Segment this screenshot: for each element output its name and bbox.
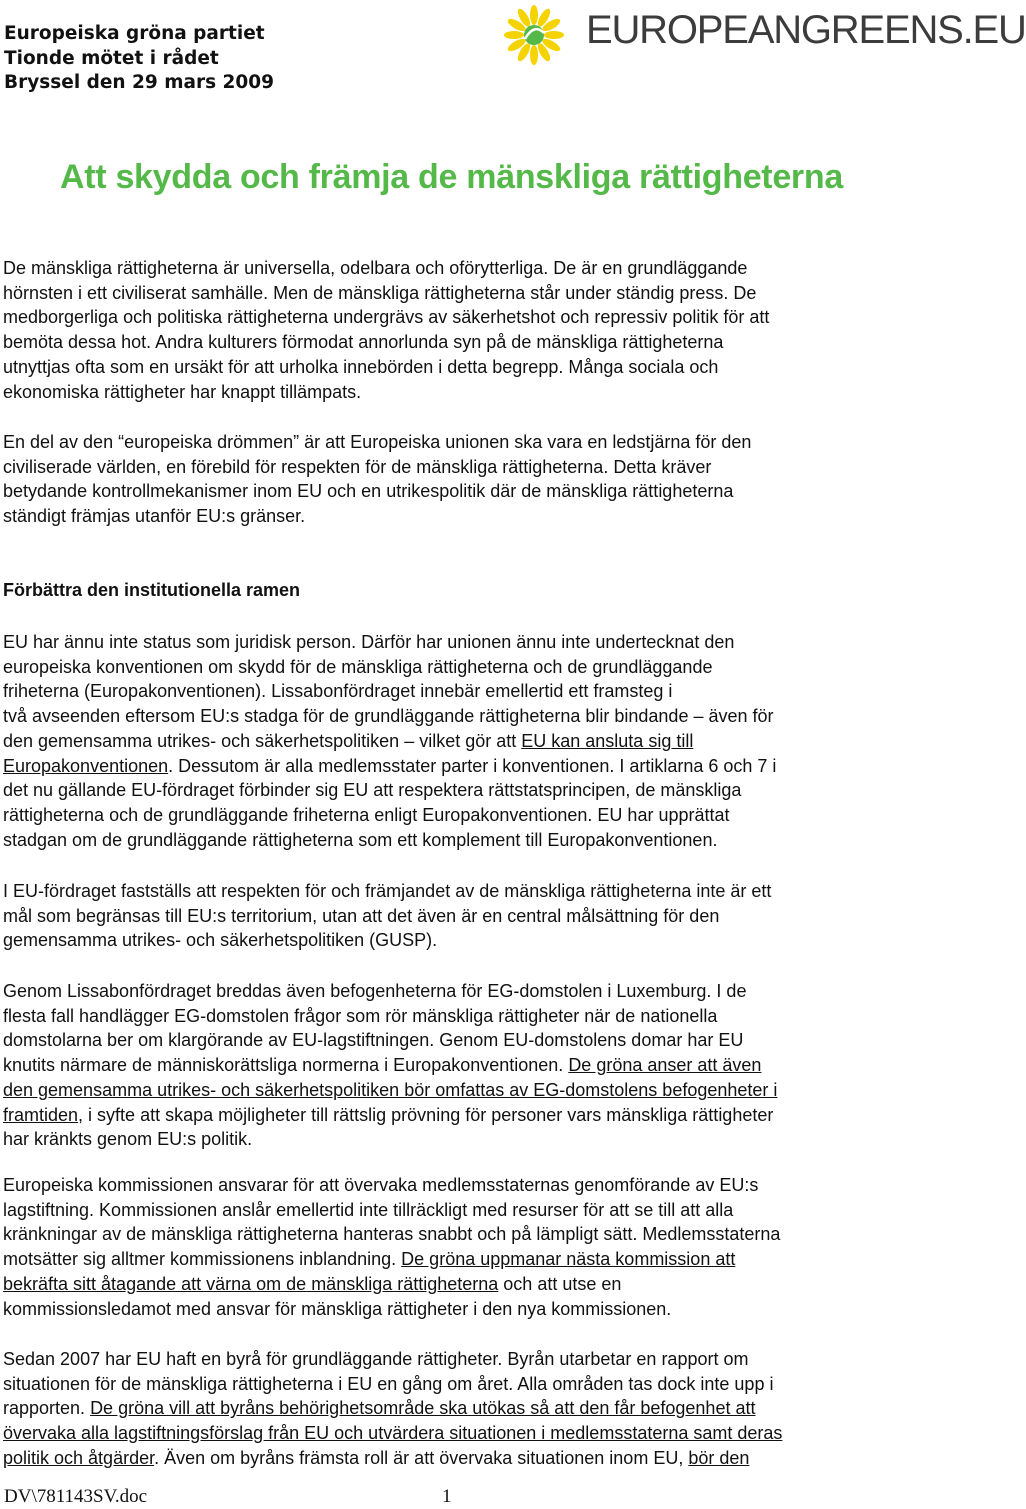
legal-line: rättigheterna och de grundläggande friheterna enligt Europakonventionen. EU har upprättat xyxy=(3,804,730,825)
intro-line: bemöta dessa hot. Andra kulturers förmodat annorlunda syn på de mänskliga rättigheterna xyxy=(3,332,724,353)
commission-line: kränkningar av de mänskliga rättigheterna hanteras snabbt och på lämpligt sätt. Medlemsstaterna xyxy=(3,1224,781,1245)
section-heading: Förbättra den institutionella ramen xyxy=(3,580,301,600)
dream-line: betydande kontrollmekanismer inom EU och en utrikespolitik där de mänskliga rättigheterna xyxy=(3,481,734,502)
intro-line: utnyttjas ofta som en ursäkt för att urholka innebörden i detta begrepp. Många sociala och xyxy=(3,356,719,377)
commission-line: kommissionsledamot med ansvar för mänskliga rättigheter i den nya kommissionen. xyxy=(3,1298,672,1319)
agency-line xyxy=(3,1421,953,1446)
agency-text: rapporten. xyxy=(3,1398,91,1419)
underlined-text: De gröna vill att byråns behörighetsområde ska utökas så att den får befogenhet att xyxy=(90,1398,756,1419)
court-paragraph xyxy=(3,979,953,1152)
commission-text: motsätter sig alltmer kommissionens inblandning. xyxy=(3,1249,402,1270)
sunflower-icon xyxy=(498,4,582,66)
european-greens-logo xyxy=(498,4,1026,66)
logo-wordmark: EUROPEANGREENS.EU xyxy=(586,8,1026,52)
treaty-paragraph xyxy=(3,879,953,953)
underlined-text: De gröna anser att även xyxy=(568,1055,762,1076)
court-line: Genom Lissabonfördraget breddas även befogenheterna för EG-domstolen i Luxemburg. I de xyxy=(3,981,747,1001)
underlined-text: framtiden xyxy=(3,1104,79,1125)
intro-line: De mänskliga rättigheterna är universella, odelbara och oförytterliga. De är en grundläggande xyxy=(3,258,748,278)
intro-paragraph xyxy=(3,256,953,404)
treaty-line: gemensamma utrikes- och säkerhetspolitiken (GUSP). xyxy=(3,930,438,951)
court-line xyxy=(3,1053,953,1078)
legal-line: EU har ännu inte status som juridisk person. Därför har unionen ännu inte undertecknat den xyxy=(3,632,735,652)
legal-line xyxy=(3,729,953,754)
meeting-name: Tionde mötet i rådet xyxy=(4,47,219,69)
commission-line xyxy=(3,1247,953,1272)
legal-line: stadgan om de grundläggande rättigheterna som ett komplement till Europakonventionen. xyxy=(3,829,718,850)
agency-line xyxy=(3,1446,953,1471)
legal-line: friheterna (Europakonventionen). Lissabonfördraget innebär emellertid ett framsteg i xyxy=(3,681,673,702)
legal-text: den gemensamma utrikes- och säkerhetspolitiken – vilket gör att xyxy=(3,730,522,751)
footer-doc-id: DV\781143SV.doc xyxy=(4,1486,148,1507)
underlined-text: politik och åtgärder xyxy=(3,1447,155,1468)
commission-line: lagstiftning. Kommissionen anslår emellertid inte tillräckligt med resurser för att se till att alla xyxy=(3,1199,734,1220)
commission-line xyxy=(3,1272,953,1297)
underlined-text: Europakonventionen xyxy=(3,755,169,776)
court-line: flesta fall handlägger EG-domstolen frågor som rör mänskliga rättigheter när de nationella xyxy=(3,1005,718,1026)
underlined-text: De gröna uppmanar nästa kommission att xyxy=(401,1249,736,1270)
dream-line: ständigt främjas utanför EU:s gränser. xyxy=(3,506,306,527)
underlined-text: övervaka alla lagstiftningsförslag från EU och utvärdera situationen i medlemsstaterna samt deras xyxy=(3,1423,783,1444)
legal-line xyxy=(3,754,953,779)
underlined-text: bör den xyxy=(688,1447,750,1468)
document-title: Att skydda och främja de mänskliga rättigheterna xyxy=(60,158,843,196)
party-name: Europeiska gröna partiet xyxy=(4,23,265,44)
underlined-text: EU kan ansluta sig till xyxy=(521,730,694,751)
legal-line: det nu gällande EU-fördraget förbinder sig EU att respektera rättstatsprincipen, de mänskliga xyxy=(3,780,742,801)
intro-line: ekonomiska rättigheter har knappt tillämpats. xyxy=(3,381,362,402)
court-text: , i syfte att skapa möjligheter till rättslig prövning för personer vars mänskliga rättigheter xyxy=(78,1104,774,1125)
dream-line: En del av den “europeiska drömmen” är att Europeiska unionen ska vara en ledstjärna för den xyxy=(3,432,752,452)
court-line xyxy=(3,1078,953,1103)
commission-text: och att utse en xyxy=(498,1273,622,1294)
court-text: knutits närmare de människorättsliga normerna i Europakonventionen. xyxy=(3,1055,569,1076)
court-line: har kränkts genom EU:s politik. xyxy=(3,1129,253,1150)
place-date: Bryssel den 29 mars 2009 xyxy=(4,72,275,93)
intro-line: hörnsten i ett civiliserat samhälle. Men de mänskliga rättigheterna står under ständig press. De xyxy=(3,282,757,303)
agency-paragraph xyxy=(3,1347,953,1471)
agency-text: . Även om byråns främsta roll är att övervaka situationen inom EU, xyxy=(154,1447,689,1468)
intro-line: medborgerliga och politiska rättigheterna undergrävs av säkerhetshot och repressiv politik för att xyxy=(3,307,770,328)
underlined-text: den gemensamma utrikes- och säkerhetspolitiken bör omfattas av EG-domstolens befogenheter i xyxy=(3,1079,778,1100)
treaty-line: mål som begränsas till EU:s territorium, utan att det även är en central målsättning för den xyxy=(3,905,720,926)
legal-status-paragraph xyxy=(3,630,953,852)
footer-page-number: 1 xyxy=(442,1486,452,1507)
legal-text: . Dessutom är alla medlemsstater parter i konventionen. I artiklarna 6 och 7 i xyxy=(168,755,777,776)
agency-line: Sedan 2007 har EU haft en byrå för grundläggande rättigheter. Byrån utarbetar en rapport om xyxy=(3,1349,749,1369)
commission-line: Europeiska kommissionen ansvarar för att övervaka medlemsstaternas genomförande av EU:s xyxy=(3,1175,759,1195)
court-line: domstolarna ber om klargörande av EU-lagstiftningen. Genom EU-domstolens domar har EU xyxy=(3,1030,744,1051)
dream-line: civiliserade världen, en förebild för respekten för de mänskliga rättigheterna. Detta kräver xyxy=(3,456,712,477)
commission-paragraph xyxy=(3,1173,953,1321)
agency-line xyxy=(3,1396,953,1421)
court-line xyxy=(3,1103,953,1128)
treaty-line: I EU-fördraget fastställs att respekten för och främjandet av de mänskliga rättigheterna inte är ett xyxy=(3,881,772,901)
legal-line: europeiska konventionen om skydd för de mänskliga rättigheterna och de grundläggande xyxy=(3,656,713,677)
european-dream-paragraph xyxy=(3,430,953,529)
legal-line: två avseenden eftersom EU:s stadga för de grundläggande rättigheterna blir bindande – även för xyxy=(3,706,774,727)
agency-line: situationen för de mänskliga rättigheterna i EU en gång om året. Alla områden tas dock inte upp i xyxy=(3,1373,774,1394)
underlined-text: bekräfta sitt åtagande att värna om de mänskliga rättigheterna xyxy=(3,1273,499,1294)
document-header xyxy=(4,22,274,96)
